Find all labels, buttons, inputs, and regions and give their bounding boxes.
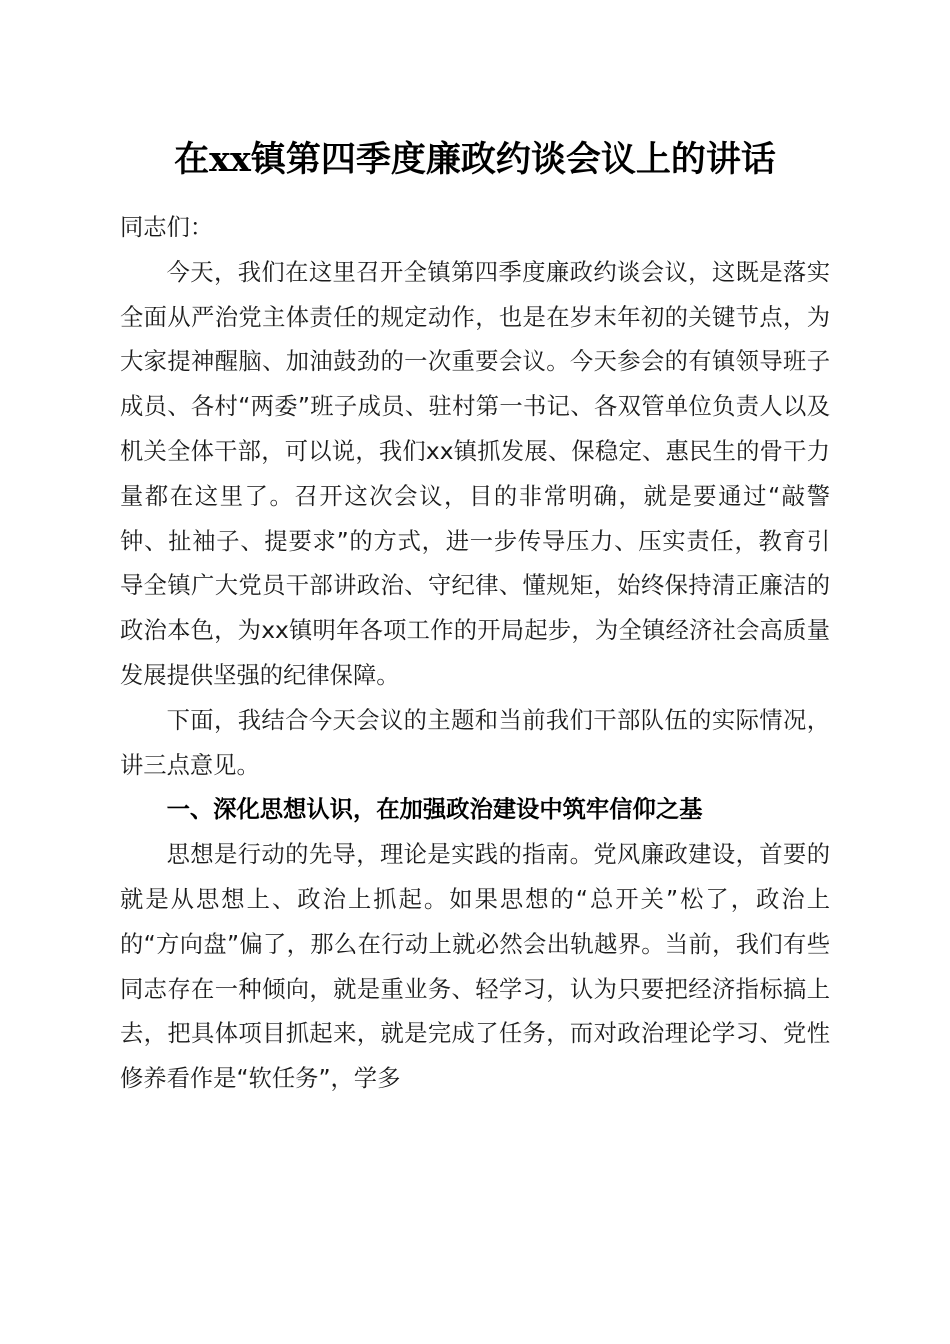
section-heading: 一、深化思想认识，在加强政治建设中筑牢信仰之基	[166, 796, 703, 824]
document-body	[120, 206, 830, 1102]
paragraph: 下面，我结合今天会议的主题和当前我们干部队伍的实际情况，讲三点意见。	[120, 706, 830, 779]
document-title: 在xx镇第四季度廉政约谈会议上的讲话	[174, 139, 776, 180]
salutation: 同志们：	[120, 214, 214, 241]
paragraph: 今天，我们在这里召开全镇第四季度廉政约谈会议，这既是落实全面从严治党主体责任的规定动作，也是在岁末年初的关键节点，为大家提神醒脑、加油鼓劲的一次重要会议。今天参会的有镇领导班子成员、各村“两委”班子成员、驻村第一书记、各双管单位负责人以及机关全体干部，可以说，我们xx镇抓发展、保稳定、惠民生的骨干力量都在这里了。召开这次会议，目的非常明确，就是要通过“敲警钟、扯袖子、提要求”的方式，进一步传导压力、压实责任，教育引导全镇广大党员干部讲政治、守纪律、懂规矩，始终保持清正廉洁的政治本色，为xx镇明年各项工作的开局起步，为全镇经济社会高质量发展提供坚强的纪律保障。	[120, 258, 830, 689]
paragraph: 思想是行动的先导，理论是实践的指南。党风廉政建设，首要的就是从思想上、政治上抓起。如果思想的“总开关”松了，政治上的“方向盘”偏了，那么在行动上就必然会出轨越界。当前，我们有些同志存在一种倾向，就是重业务、轻学习，认为只要把经济指标搞上去，把具体项目抓起来，就是完成了任务，而对政治理论学习、党性修养看作是“软任务”，学多	[120, 841, 830, 1093]
